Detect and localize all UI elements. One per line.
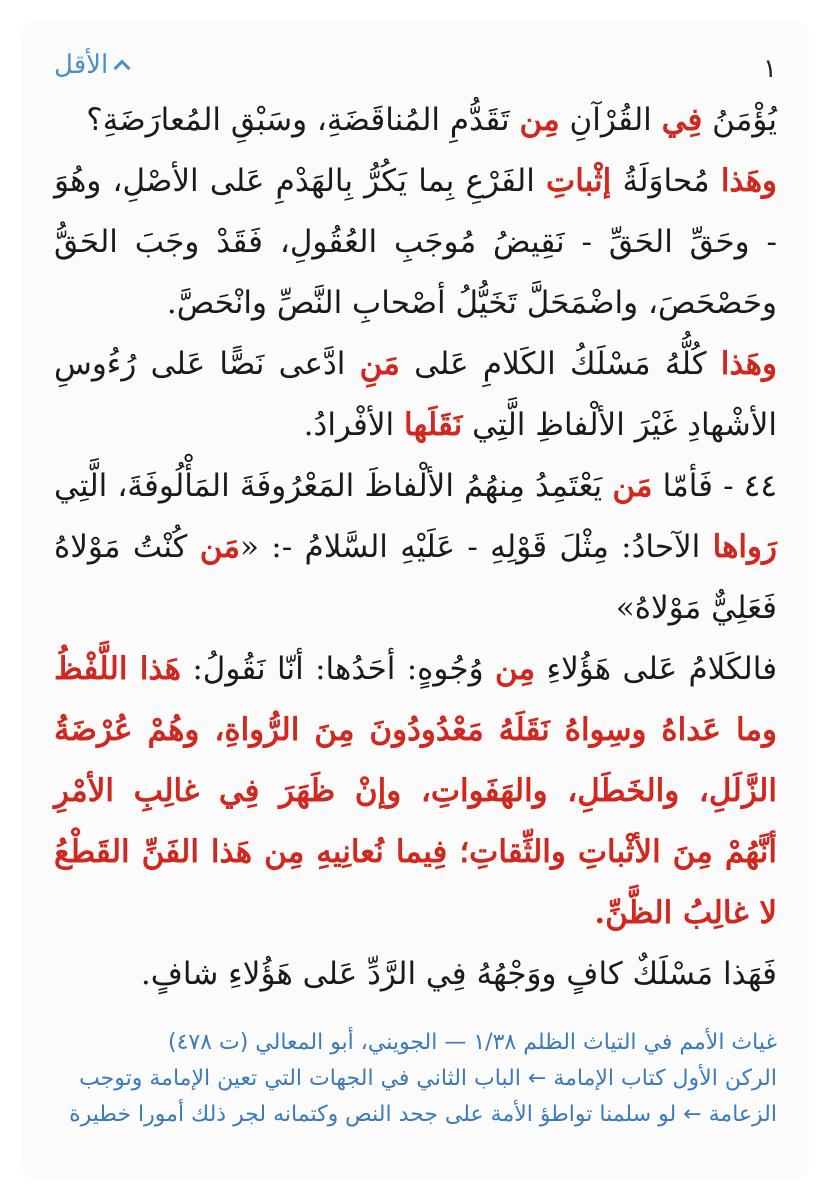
- text-segment: كُنْتُ مَوْلاهُ فَعَلِيٌّ مَوْلاهُ»: [54, 529, 777, 626]
- text-segment: الفَرْعِ بِما يَكُرُّ بِالهَدْمِ عَلى الأصْلِ، وهُوَ - وحَقِّ الحَقِّ - نَقِيضُ مُوجَبِ العُقُولِ، فَقَدْ وجَبَ الحَقُّ وحَصْحَصَ، واضْمَحَلَّ تَخَيُّلُ أصْحابِ النَّصِّ وانْحَصَّ.: [54, 163, 777, 321]
- text-segment: ادَّعى نَصًّا عَلى رُءُوسِ الأشْهادِ غَيْرَ الألْفاظِ الَّتِي: [54, 346, 777, 443]
- highlighted-term: إثْباتِ: [546, 163, 612, 199]
- paragraph: [54, 90, 777, 151]
- highlighted-term: مِن: [519, 102, 560, 138]
- paragraph: [54, 151, 777, 334]
- text-segment: كُلُّهُ مَسْلَكُ الكَلامِ عَلى: [399, 346, 721, 382]
- highlighted-term: نَقَلَها: [404, 407, 463, 443]
- text-segment: وُجُوهٍ: أحَدُها: أنّا نَقُولُ:: [180, 651, 495, 687]
- text-segment: الآحادُ: مِثْلَ قَوْلِهِ - عَلَيْهِ السَّلامُ -: «: [239, 529, 713, 565]
- highlighted-term: مَن: [199, 529, 240, 565]
- highlighted-term: مَن: [612, 468, 653, 504]
- highlighted-term: فِي: [661, 102, 703, 138]
- text-segment: القُرْآنِ: [559, 102, 662, 138]
- card-header: [54, 46, 777, 90]
- source-reference[interactable]: [54, 1025, 777, 1133]
- highlighted-term: مِن: [494, 651, 536, 687]
- excerpt-text: [54, 90, 777, 1005]
- highlighted-term: هَذا اللَّفْظُ وما عَداهُ وسِواهُ نَقَلَهُ مَعْدُودُونَ مِنَ الرُّواةِ، وهُمْ عُرْضَةُ الزَّلَلِ، والخَطَلِ، والهَفَواتِ، وإنْ ظَهَرَ فِي غالِبِ الأمْرِ أنَّهُمْ مِنَ الأثْباتِ والثِّقاتِ؛ فِيما نُعانِيهِ مِن هَذا الفَنِّ القَطْعُ لا غالِبُ الظَّنِّ.: [54, 651, 777, 931]
- page-number: ١: [763, 54, 777, 84]
- chevron-up-icon: [114, 60, 131, 77]
- highlighted-term: رَواها: [712, 529, 777, 565]
- text-segment: ٤٤ - فَأمّا: [652, 468, 778, 504]
- text-segment: فَهَذا مَسْلَكٌ كافٍ ووَجْهُهُ فِي الرَّدِّ عَلى هَؤُلاءِ شافٍ.: [140, 956, 777, 992]
- text-segment: الأفْرادُ.: [303, 407, 404, 443]
- source-citation[interactable]: غياث الأمم في التياث الظلم ١/٣٨ — الجويني، أبو المعالي (ت ٤٧٨): [167, 1030, 777, 1055]
- show-less-label: الأقل: [54, 50, 109, 80]
- text-segment: فالكَلامُ عَلى هَؤُلاءِ: [535, 651, 778, 687]
- highlighted-term: وهَذا: [720, 163, 778, 199]
- paragraph: [54, 334, 777, 456]
- excerpt-card: [22, 22, 809, 1178]
- paragraph: [54, 456, 777, 639]
- paragraph: [54, 944, 777, 1005]
- highlighted-term: مَنِ: [359, 346, 400, 382]
- paragraph: [54, 639, 777, 944]
- source-chapter-path[interactable]: الركن الأول كتاب الإمامة ← الباب الثاني في الجهات التي تعين الإمامة وتوجب الزعامة ← لو سلمنا تواطؤ الأمة على جحد النص وكتمانه لجر ذلك أمورا خطيرة: [69, 1066, 777, 1127]
- text-segment: يُؤْمَنُ: [702, 102, 777, 138]
- text-segment: يَعْتَمِدُ مِنهُمُ الألْفاظَ المَعْرُوفَةَ المَأْلُوفَةَ، الَّتِي: [54, 468, 613, 504]
- show-less-button[interactable]: [54, 50, 128, 80]
- text-segment: تَقَدُّمِ المُناقَضَةِ، وسَبْقِ المُعارَضَةِ؟: [86, 102, 520, 138]
- text-segment: مُحاوَلَةُ: [611, 163, 721, 199]
- highlighted-term: وهَذا: [720, 346, 777, 382]
